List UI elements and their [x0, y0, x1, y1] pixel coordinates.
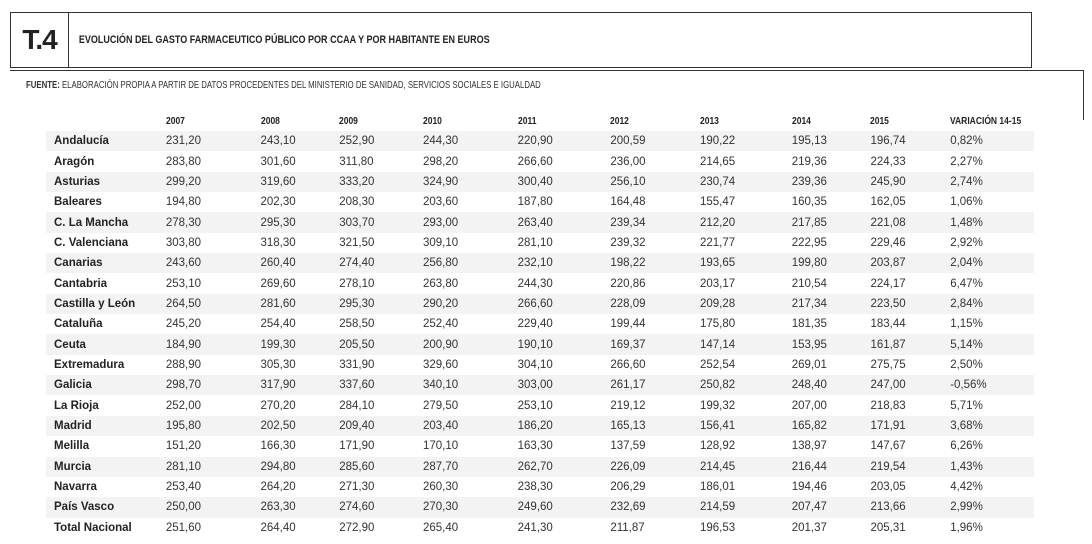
value-cell: 262,70 — [518, 457, 611, 477]
value-cell: 209,40 — [339, 416, 423, 436]
value-cell: 203,40 — [423, 416, 518, 436]
value-cell: 266,60 — [518, 294, 611, 314]
region-label: Baleares — [54, 196, 102, 209]
column-header — [423, 111, 518, 131]
value-cell: 181,35 — [791, 318, 827, 331]
value-cell: 207,00 — [791, 399, 827, 412]
value-cell: 283,80 — [165, 155, 202, 168]
value-cell: 303,70 — [339, 212, 423, 232]
value-cell: 337,60 — [339, 375, 423, 395]
value-cell: 236,00 — [610, 155, 646, 168]
title-box — [10, 12, 1032, 68]
value-cell: 166,30 — [260, 440, 296, 453]
value-cell: 319,60 — [261, 172, 340, 192]
value-cell: 164,48 — [610, 196, 646, 209]
region-label: Andalucía — [46, 131, 166, 151]
value-cell: 281,10 — [166, 457, 261, 477]
value-cell: 202,50 — [261, 416, 340, 436]
region-label: Galicia — [46, 375, 166, 395]
value-cell: 203,60 — [422, 196, 459, 209]
value-cell: 198,22 — [610, 253, 700, 273]
value-cell: 194,46 — [791, 481, 827, 494]
value-cell: 161,87 — [870, 334, 950, 354]
value-cell: 210,54 — [791, 277, 827, 290]
value-cell: 219,12 — [610, 399, 646, 412]
region-label: Navarra — [54, 481, 97, 494]
value-cell: 155,47 — [700, 196, 736, 209]
value-cell: 219,54 — [870, 457, 950, 477]
value-cell: 300,40 — [518, 172, 611, 192]
value-cell: 321,50 — [339, 236, 375, 249]
region-label: C. Valenciana — [54, 236, 129, 249]
value-cell: 221,08 — [870, 212, 950, 232]
column-header-label: VARIACIÓN 14-15 — [950, 115, 1022, 127]
value-cell: 194,80 — [165, 196, 202, 209]
value-cell: 151,20 — [165, 440, 202, 453]
value-cell: 250,00 — [166, 497, 261, 517]
header-row — [46, 111, 1034, 131]
value-cell: 175,80 — [700, 318, 736, 331]
value-cell: 171,90 — [339, 440, 375, 453]
table-row — [46, 294, 1034, 314]
value-cell: 253,40 — [165, 481, 202, 494]
value-cell: 163,30 — [517, 440, 553, 453]
value-cell: 252,00 — [165, 399, 202, 412]
value-cell: 274,60 — [339, 497, 423, 517]
value-cell: 212,20 — [700, 212, 792, 232]
value-cell: 195,13 — [792, 131, 871, 151]
value-cell: 253,10 — [165, 277, 202, 290]
value-cell: 230,74 — [700, 172, 792, 192]
region-label: Murcia — [46, 457, 166, 477]
value-cell: 219,36 — [791, 155, 827, 168]
value-cell: 186,20 — [518, 416, 611, 436]
value-cell: 333,20 — [339, 172, 423, 192]
table-row — [46, 416, 1034, 436]
column-header-label: 2010 — [422, 115, 442, 127]
value-cell: 195,80 — [166, 416, 261, 436]
value-cell: 256,10 — [610, 172, 700, 192]
value-cell: 199,32 — [700, 399, 736, 412]
value-cell: 199,80 — [792, 253, 871, 273]
region-label: C. La Mancha — [46, 212, 166, 232]
column-header — [610, 111, 700, 131]
value-cell: 2,84% — [950, 294, 1034, 314]
value-cell: 147,14 — [700, 334, 792, 354]
value-cell: 243,60 — [166, 253, 261, 273]
value-cell: 216,44 — [792, 457, 871, 477]
value-cell: 231,20 — [166, 131, 261, 151]
value-cell: 253,10 — [517, 399, 553, 412]
value-cell: 269,60 — [260, 277, 296, 290]
value-cell: 305,30 — [260, 358, 296, 371]
value-cell: 304,10 — [517, 358, 553, 371]
value-cell: 263,30 — [261, 497, 340, 517]
value-cell: 203,05 — [870, 481, 906, 494]
table-row — [46, 314, 1034, 334]
value-cell: 214,45 — [700, 457, 792, 477]
value-cell: 0,82% — [950, 131, 1034, 151]
region-label: Castilla y León — [46, 294, 166, 314]
table-row — [46, 151, 1034, 171]
table-row — [46, 457, 1034, 477]
value-cell: 287,70 — [423, 457, 518, 477]
value-cell: 211,87 — [610, 521, 645, 534]
value-cell: 209,28 — [700, 294, 792, 314]
value-cell: 169,37 — [610, 334, 700, 354]
column-header — [339, 111, 423, 131]
table-row — [46, 355, 1034, 375]
value-cell: 5,14% — [950, 334, 1034, 354]
table-row — [46, 273, 1034, 293]
table-row — [46, 477, 1034, 497]
value-cell: 251,60 — [165, 521, 202, 534]
value-cell: 1,15% — [950, 318, 983, 331]
region-label: La Rioja — [54, 399, 99, 412]
value-cell: 303,00 — [518, 375, 611, 395]
value-cell: 264,40 — [260, 521, 296, 534]
column-header — [518, 111, 611, 131]
source-text: ELABORACIÓN PROPIA A PARTIR DE DATOS PROCEDENTES DEL MINISTERIO DE SANIDAD, SERVICIOS SOCIALES E IGUALDAD — [59, 80, 541, 91]
value-cell: 256,80 — [423, 253, 518, 273]
value-cell: 202,30 — [260, 196, 296, 209]
column-header-label: 2012 — [610, 115, 630, 127]
value-cell: 298,70 — [166, 375, 261, 395]
value-cell: 214,65 — [700, 155, 736, 168]
source-label: FUENTE: — [26, 80, 60, 91]
value-cell: 3,68% — [950, 416, 1034, 436]
value-cell: 263,40 — [518, 212, 611, 232]
table-title: EVOLUCIÓN DEL GASTO FARMACEUTICO PÚBLICO POR CCAA Y POR HABITANTE EN EUROS — [78, 34, 490, 46]
value-cell: 331,90 — [339, 358, 375, 371]
table-row — [46, 334, 1034, 354]
table-row — [46, 192, 1034, 212]
region-label: Aragón — [54, 155, 95, 168]
table-row — [46, 253, 1034, 273]
column-header-region — [46, 111, 166, 131]
value-cell: 200,90 — [423, 334, 518, 354]
table-row — [46, 375, 1034, 395]
value-cell: 1,43% — [950, 457, 1034, 477]
value-cell: 205,31 — [870, 521, 906, 534]
value-cell: 252,40 — [422, 318, 459, 331]
value-cell: 260,30 — [422, 481, 459, 494]
value-cell: 199,30 — [261, 334, 340, 354]
table-row — [46, 131, 1034, 151]
value-cell: 281,60 — [261, 294, 340, 314]
column-header — [950, 111, 1034, 131]
value-cell: 278,30 — [166, 212, 261, 232]
value-cell: 274,40 — [339, 253, 423, 273]
column-header-label: 2008 — [260, 115, 280, 127]
value-cell: 270,30 — [423, 497, 518, 517]
region-label: Asturias — [46, 172, 166, 192]
value-cell: 269,01 — [791, 358, 827, 371]
value-cell: 190,22 — [700, 131, 792, 151]
value-cell: 264,20 — [260, 481, 296, 494]
value-cell: 2,92% — [950, 236, 983, 249]
region-label: Total Nacional — [54, 521, 132, 534]
value-cell: 285,60 — [339, 457, 423, 477]
value-cell: 239,32 — [610, 236, 646, 249]
value-cell: 263,80 — [422, 277, 459, 290]
value-cell: 171,91 — [870, 416, 950, 436]
value-cell: 203,87 — [870, 253, 950, 273]
region-label: País Vasco — [46, 497, 166, 517]
value-cell: 170,10 — [422, 440, 459, 453]
value-cell: 258,50 — [339, 318, 375, 331]
value-cell: 190,10 — [518, 334, 611, 354]
value-cell: 138,97 — [791, 440, 827, 453]
value-cell: 196,53 — [700, 521, 736, 534]
value-cell: 199,44 — [610, 318, 646, 331]
value-cell: 272,90 — [339, 521, 375, 534]
value-cell: 156,41 — [700, 416, 792, 436]
region-label: Canarias — [46, 253, 166, 273]
region-label: Ceuta — [46, 334, 166, 354]
value-cell: 224,33 — [870, 155, 906, 168]
value-cell: 260,40 — [261, 253, 340, 273]
value-cell: 221,77 — [700, 236, 736, 249]
value-cell: 241,30 — [517, 521, 553, 534]
value-cell: 165,13 — [610, 416, 700, 436]
value-cell: 303,80 — [165, 236, 202, 249]
value-cell: 301,60 — [260, 155, 296, 168]
column-header-label: 2007 — [165, 115, 185, 127]
column-header — [166, 111, 261, 131]
value-cell: 1,48% — [950, 212, 1034, 232]
region-label: Madrid — [46, 416, 166, 436]
value-cell: 265,40 — [422, 521, 459, 534]
value-cell: 264,50 — [166, 294, 261, 314]
value-cell: 4,42% — [950, 481, 983, 494]
column-header-label: 2009 — [339, 115, 359, 127]
column-header — [261, 111, 340, 131]
value-cell: -0,56% — [950, 375, 1034, 395]
column-header — [700, 111, 792, 131]
value-cell: 284,10 — [339, 399, 375, 412]
value-cell: 183,44 — [870, 318, 906, 331]
value-cell: 244,30 — [423, 131, 518, 151]
value-cell: 254,40 — [260, 318, 296, 331]
value-cell: 238,30 — [517, 481, 553, 494]
region-label: Cataluña — [54, 318, 103, 331]
source-note — [26, 80, 541, 91]
value-cell: 220,86 — [610, 277, 646, 290]
value-cell: 311,80 — [339, 155, 374, 168]
value-cell: 200,59 — [610, 131, 700, 151]
value-cell: 218,83 — [870, 399, 906, 412]
value-cell: 318,30 — [260, 236, 296, 249]
value-cell: 295,30 — [261, 212, 340, 232]
value-cell: 193,65 — [700, 253, 792, 273]
value-cell: 1,96% — [950, 521, 983, 534]
column-header-label: 2015 — [870, 115, 890, 127]
value-cell: 232,10 — [518, 253, 611, 273]
value-cell: 288,90 — [165, 358, 202, 371]
value-cell: 270,20 — [260, 399, 296, 412]
value-cell: 222,95 — [791, 236, 827, 249]
value-cell: 239,34 — [610, 212, 700, 232]
value-cell: 245,90 — [870, 172, 950, 192]
value-cell: 299,20 — [166, 172, 261, 192]
value-cell: 2,27% — [950, 155, 983, 168]
value-cell: 160,35 — [791, 196, 827, 209]
value-cell: 186,01 — [700, 481, 736, 494]
value-cell: 244,30 — [517, 277, 553, 290]
value-cell: 275,75 — [870, 358, 906, 371]
table-row — [46, 497, 1034, 517]
value-cell: 248,40 — [792, 375, 871, 395]
value-cell: 250,82 — [700, 375, 792, 395]
value-cell: 295,30 — [339, 294, 423, 314]
table-row — [46, 212, 1034, 232]
value-cell: 137,59 — [610, 440, 646, 453]
value-cell: 252,90 — [339, 131, 423, 151]
value-cell: 252,54 — [700, 358, 736, 371]
table-number-tag: T.4 — [11, 13, 69, 67]
value-cell: 249,60 — [518, 497, 611, 517]
value-cell: 206,29 — [610, 481, 646, 494]
value-cell: 247,00 — [870, 375, 950, 395]
value-cell: 266,60 — [517, 155, 553, 168]
value-cell: 279,50 — [422, 399, 459, 412]
table-row — [46, 436, 1034, 456]
value-cell: 309,10 — [422, 236, 459, 249]
value-cell: 261,17 — [610, 375, 700, 395]
value-cell: 293,00 — [423, 212, 518, 232]
value-cell: 6,26% — [950, 440, 983, 453]
value-cell: 2,99% — [950, 497, 1034, 517]
value-cell: 203,17 — [700, 277, 736, 290]
value-cell: 229,40 — [517, 318, 553, 331]
value-cell: 2,04% — [950, 253, 1034, 273]
value-cell: 6,47% — [950, 277, 983, 290]
value-cell: 239,36 — [792, 172, 871, 192]
value-cell: 220,90 — [518, 131, 611, 151]
value-cell: 208,30 — [339, 196, 375, 209]
value-cell: 207,47 — [792, 497, 871, 517]
value-cell: 217,85 — [792, 212, 871, 232]
value-cell: 162,05 — [870, 196, 906, 209]
value-cell: 5,71% — [950, 399, 983, 412]
value-cell: 2,50% — [950, 358, 983, 371]
table-row — [46, 172, 1034, 192]
value-cell: 229,46 — [870, 236, 906, 249]
value-cell: 147,67 — [870, 440, 906, 453]
value-cell: 2,74% — [950, 172, 1034, 192]
value-cell: 232,69 — [610, 497, 700, 517]
value-cell: 228,09 — [610, 294, 700, 314]
value-cell: 223,50 — [870, 294, 950, 314]
value-cell: 217,34 — [792, 294, 871, 314]
table-row — [46, 233, 1034, 253]
region-label: Extremadura — [54, 358, 125, 371]
total-row — [46, 518, 1034, 538]
column-header-label: 2014 — [791, 115, 811, 127]
value-cell: 245,20 — [165, 318, 202, 331]
value-cell: 298,20 — [422, 155, 459, 168]
column-header-label: 2013 — [700, 115, 719, 127]
value-cell: 184,90 — [166, 334, 261, 354]
value-cell: 317,90 — [261, 375, 340, 395]
value-cell: 1,06% — [950, 196, 983, 209]
value-cell: 226,09 — [610, 457, 700, 477]
value-cell: 278,10 — [339, 277, 375, 290]
table-row — [46, 395, 1034, 415]
column-header-label: 2011 — [517, 115, 537, 127]
value-cell: 214,59 — [700, 497, 792, 517]
value-cell: 153,95 — [792, 334, 871, 354]
value-cell: 165,82 — [792, 416, 871, 436]
value-cell: 187,80 — [517, 196, 553, 209]
value-cell: 201,37 — [791, 521, 827, 534]
value-cell: 281,10 — [517, 236, 553, 249]
region-label: Cantabria — [54, 277, 108, 290]
value-cell: 243,10 — [261, 131, 340, 151]
value-cell: 290,20 — [423, 294, 518, 314]
value-cell: 205,50 — [339, 334, 423, 354]
value-cell: 294,80 — [261, 457, 340, 477]
value-cell: 196,74 — [870, 131, 950, 151]
value-cell: 266,60 — [610, 358, 646, 371]
value-cell: 213,66 — [870, 497, 950, 517]
value-cell: 271,30 — [339, 481, 375, 494]
column-header — [870, 111, 950, 131]
column-header — [792, 111, 871, 131]
pharma-spending-table — [46, 111, 1034, 538]
value-cell: 224,17 — [870, 277, 906, 290]
region-label: Melilla — [54, 440, 90, 453]
value-cell: 324,90 — [423, 172, 518, 192]
value-cell: 128,92 — [700, 440, 736, 453]
value-cell: 329,60 — [422, 358, 459, 371]
value-cell: 340,10 — [423, 375, 518, 395]
